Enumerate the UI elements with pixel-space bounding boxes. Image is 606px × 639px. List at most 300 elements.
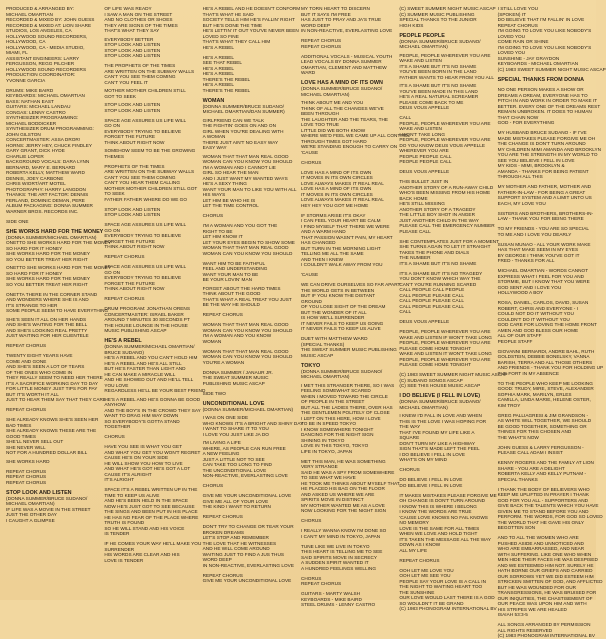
lyric-line: I'M GOING TO LOVE YOU LIKE NOBODY'S — [497, 44, 592, 50]
lyric-line: SO HE WILL STAND AND HIS VOICE — [104, 525, 185, 531]
lyric-line: GOLDSTEIN, DEBBIE BONELSKY, VANNA — [497, 354, 590, 360]
lyric-line: IN NON-REACTIVE, EVERLASTING LOVE — [202, 562, 294, 568]
lyric-line: FATHER WANTS TO HEAR FROM YOU ALL — [399, 74, 494, 80]
lyric-line: STRICKEN SMITTEN OF GOD, AND AFFLICTED — [497, 579, 603, 585]
lyric-line: GIVE ME YOUR UNCONDITIONAL LOVE — [202, 493, 292, 499]
text-block — [104, 222, 196, 250]
lyric-line: BEEN THROUGH — [300, 111, 339, 117]
lyric-line: REPEAT CHORUS — [6, 407, 47, 413]
lyric-line: CHORUS — [300, 159, 322, 165]
lyric-line: ALBUM PACKAGING: DONNA SUMMER — [6, 203, 93, 208]
lyrics-column-1 — [6, 6, 111, 596]
text-block — [301, 54, 393, 76]
lyric-line: BERNARD, MARY E. BERNARD — [6, 164, 76, 170]
lyric-line: GIVEN ME TO STAND BEFORE YOU AND — [497, 508, 589, 514]
text-block — [399, 179, 495, 234]
lyric-line: MEN HIDE THEIR FACES HE WAS DESPISED — [497, 557, 598, 563]
lyric-line: 'CAUSE — [300, 272, 319, 278]
lyric-line: VERY STRANGE — [300, 464, 338, 470]
lyric-line: SPACE IT'S A REBEL WRITTEN UP IN THE — [104, 487, 198, 493]
lyric-line: KENNY ROGERS AND THE FAMILY AT LION — [497, 460, 594, 466]
lyric-line: ONETTO SHE WORKS HARD FOR THE MONEY — [6, 265, 111, 271]
lyric-line: DON'T TRY TO CHANGE OR TEAR YOUR — [202, 524, 294, 530]
lyric-line: OMARTIAN, CLEMENT AND MATTHEW — [300, 64, 387, 70]
lyric-line: LET THE TIME CONTROL — [202, 203, 259, 209]
lyric-line: STORMIE, BUT I KNOW THAT YOU WERE — [497, 279, 590, 285]
lyric-line: CALL PEOPLE PLEASE CALL — [399, 303, 464, 309]
lyric-line: PEOPLE STAFF — [497, 338, 533, 344]
lyric-line: I DO BELIEVE I FELL IN LOVE — [399, 451, 466, 457]
lyric-line: WOMAN THAT THAT MAN REAL GOOD — [202, 245, 289, 251]
lyric-line: HE'S A REBEL — [202, 44, 235, 50]
lyric-line: HAVE YOU SEE IS WHAT YOU GET — [104, 444, 183, 450]
lyric-line: FORGET THE FUTURE — [104, 280, 156, 286]
lyric-line: DO BELIEVE I FELL IN LOVE — [399, 482, 463, 488]
lyric-line: BASS: NATHAN EAST — [6, 98, 54, 104]
lyric-line: COME AND GONE — [6, 358, 47, 364]
lyric-line: FATHER-IN-LAW - FOR BEING A GREAT — [497, 189, 586, 195]
lyric-line: DRUM PROGRAM: JONATHAN ORENS — [104, 306, 190, 311]
lyric-line: DRUMS: MIKE BAIRD — [6, 87, 54, 93]
text-block — [399, 477, 491, 488]
lyric-line: SHE'LL NEVER SELL OUT — [6, 439, 64, 445]
lyric-line: MUSIC PUBLISHING ASCAP — [104, 328, 167, 333]
lyric-line: HAS CHANGED — [300, 240, 336, 246]
lyric-line: HOLLYWOOD SOUND RECORDERS, — [6, 33, 88, 39]
text-block — [203, 514, 295, 520]
lyric-line: TRANSGRESSIONS, HE WAS BRUISED FOR — [497, 590, 597, 596]
text-block — [301, 6, 393, 34]
lyric-line: WOMAN CAN YOU KNOW YOU SHOULD — [202, 250, 293, 256]
lyric-line: AROUND 7 MINUTES 30 SECONDS PT — [104, 317, 190, 322]
lyric-line: HOLLYWOOD A BOY — [497, 290, 544, 296]
lyric-line: RECORDED & MIXED BY: JOHN GUESS — [6, 17, 95, 22]
lyric-line: TAKES THE PHONE AND DIALS — [399, 249, 470, 255]
lyric-line: ONETTA THERE IN THE CORNER STAND — [6, 291, 98, 297]
lyric-line: HIS WORDS ARE CLEAR AND HIS — [104, 552, 180, 558]
text-block — [399, 115, 491, 165]
lyric-line: TO SEEK — [104, 191, 125, 196]
lyric-line: (DONNA SUMMER/BRUCE SUDANO/ — [300, 86, 383, 92]
lyric-line: CHORUS — [202, 483, 224, 489]
lyric-line: I CAUGHT A GLIMPSE — [6, 517, 55, 523]
lyric-line: LITTLE DID WE BOTH KNOW — [300, 127, 366, 133]
lyric-line: PLEASE COME HOME TONIGHT — [399, 362, 471, 368]
lyric-line: REPEAT CHORUS — [6, 468, 47, 474]
lyric-line: OF PEOPLE IN THE STREET — [300, 399, 365, 405]
lyric-line: FRED - THANKS FOR ALL — [497, 258, 555, 264]
lyric-line: PEOPLE, PEOPLE WHEREVER YOU ARE — [399, 329, 491, 335]
lyric-line: JUST WAITING FOR HER CLIENTELE — [6, 333, 89, 339]
lyric-line: 'CAUSE — [300, 149, 319, 155]
lyric-line: IT MOVES IN ITS OWN CIRCLES — [300, 191, 373, 197]
lyric-line: STOP LOOK AND LISTEN — [104, 107, 161, 113]
lyric-line: I MET THIS STRANGER THERE, SO I WAS — [300, 382, 395, 388]
lyric-line: WHERE WE'D FEEL WE CAME UP ALL CONTROL — [300, 133, 411, 139]
lyric-line: I CAN FEEL YOUR HEART BE CALM — [300, 218, 381, 224]
lyric-line: WOMAN THAT THAT MAN REAL GOOD — [202, 322, 289, 328]
lyric-line: THE PROPHETS OF THE TIMES — [104, 63, 176, 68]
lyric-line: BE GOOD TOGETHER, SOMETHING OR — [497, 423, 587, 429]
lyric-line: IT'S A SHAME BUT IT'S NO SHAME — [399, 260, 477, 266]
lyric-line: PEOPLE, PEOPLE WHEREVER YOU ARE — [399, 120, 491, 126]
lyric-line: WANT HIM TO BE FAITHFUL — [202, 260, 266, 266]
lyric-line: HOLLYWOOD SOUND RECORDERS — [6, 66, 87, 72]
lyric-line: SQUARE — [399, 435, 420, 441]
lyric-line: TO SEE WHAT WE HAVE — [300, 475, 356, 481]
lyric-line: THINK ABOUT RIGHT NOW — [104, 244, 165, 249]
lyric-line: DUET WITH MATTHEW WARD — [300, 336, 368, 342]
lyric-line: IT'S A SHAME BUT IT'S NO SHAME — [399, 83, 477, 89]
lyric-line: ONETTO SHE WORKS HARD FOR THE MONEY — [6, 240, 111, 246]
text-block — [301, 544, 393, 572]
text-block — [497, 622, 595, 639]
text-block — [399, 567, 497, 612]
song-block — [104, 338, 206, 430]
lyric-line: DONNA SUMMER / JANAUR JR. — [202, 369, 273, 375]
text-block — [399, 372, 508, 389]
lyric-line: TIME TO KEEP US ALIVE — [104, 492, 160, 498]
lyric-line: I'M A WOMAN AND YOU KNOW — [202, 333, 272, 339]
lyric-line: AMANDA - THANKS FOR BEING PATIENT — [497, 168, 589, 174]
lyric-line: GO ON — [104, 123, 121, 128]
lyric-line: ARE WRITTEN ON THE SUBWAY WALLS — [104, 68, 195, 74]
lyric-line: THE LITTLE BOY SHOT IN ANGER — [399, 212, 475, 218]
lyric-line: REPEAT CHORUS — [300, 581, 342, 587]
lyric-line: CAN TAKE TOO LONG TO FIND — [202, 462, 272, 468]
lyric-line: (C) 1983 SWEET SUMMER NIGHT MUSIC ASCAP — [399, 372, 508, 378]
lyric-line: GIRLFRIEND CAN WE TALK — [202, 117, 265, 123]
lyric-line: ARE WRITTEN ON THE SUBWAY WALLS — [104, 169, 195, 174]
lyric-line: BETTER. EVERY ONE OF THE DREAMS REST — [497, 103, 601, 109]
lyric-line: ISAIAH 53:3-5 — [497, 612, 528, 618]
lyric-line: SISTERS AND BROTHERS, BROTHERS-IN- — [497, 210, 594, 216]
lyric-line: REPEAT CHORUS — [202, 514, 243, 520]
lyrics-column-6 — [497, 6, 606, 639]
lyric-line: BROKEN DREAMS — [202, 529, 245, 535]
lyric-line: PERFORM. THE WORDS, FOR GOD SO LOVED — [497, 514, 603, 520]
text-block — [203, 483, 295, 489]
lyric-line: IF LIFE WAS A MOVIE IN THE STREET — [6, 506, 91, 512]
lyric-line: IS TENDER — [104, 531, 130, 537]
lyric-line: GIRL SO HEAR THE MAN — [202, 170, 259, 176]
lyric-line: STUDIOS, LOS ANGELES, CA — [6, 28, 72, 33]
text-block — [6, 343, 98, 349]
text-block — [301, 591, 393, 608]
lyric-line: WHAT'S ON MY MIND — [399, 457, 447, 463]
text-block — [104, 118, 196, 160]
lyric-line: ALL MY LIFE — [399, 547, 428, 553]
text-block — [301, 576, 393, 587]
text-block — [301, 38, 393, 49]
text-block — [399, 492, 497, 554]
lyric-line: FEEL AND UNDERSTANDING — [202, 266, 268, 272]
lyric-line: IT'S ALRIGHT — [104, 477, 135, 483]
lyric-line: ALL OF OUR STAFF — [497, 333, 542, 339]
lyric-line: AND WHAT YOU GET YOU WON'T REGRET — [104, 449, 201, 455]
lyric-line: MET THIS MAN, HE WAS SOMETHING — [300, 458, 386, 464]
lyric-line: (C) 1983 PHONOGRAM INTERNATIONAL BV — [497, 633, 595, 639]
text-block — [104, 487, 199, 537]
lyric-line: THINK OF ALL THE CHANGES WE'VE — [300, 105, 384, 111]
lyric-line: GOD SENT AND I LOVE YOU — [497, 284, 562, 290]
lyric-line: EVERYBODY BETTER — [104, 36, 154, 42]
lyric-line: MIAMI, FL — [6, 50, 28, 55]
lyric-line: CAUSE IT'S ALRIGHT — [104, 471, 152, 477]
lyric-line: REPEAT CHORUS — [300, 38, 342, 43]
lyric-line: BUT HE'S FASTER THAN LIGHT AND — [104, 366, 186, 372]
lyric-line: RIGHT TO BE — [202, 228, 233, 234]
text-block — [104, 63, 196, 113]
lyric-line: IT'S STRANGE TO HER — [6, 302, 58, 308]
lyric-line: DOWN AS I KNOW — [399, 542, 441, 548]
lyric-line: ANOTHER STORY OF A TRAGEDY — [399, 206, 476, 212]
lyric-line: REPEAT CHORUS — [6, 474, 47, 480]
lyric-line: BY GEORGE I THINK YOU'VE GOT IT — [497, 252, 580, 258]
lyric-line: SO YOU BETTER TREAT HER RIGHT — [6, 281, 88, 287]
lyric-line: I COULDN'T WALK AWAY FROM YOU — [300, 262, 383, 268]
text-block — [6, 353, 107, 403]
lyric-line: GARY GRANT, DICK HYDE — [6, 148, 65, 153]
lyric-line: BUT ALL THE LADIES THERE, OVER HAS — [300, 404, 393, 410]
lyric-line: CHORUS — [104, 434, 125, 440]
lyric-line: THE SINGS AND BEEN PUT IN HIS PLACE — [104, 509, 198, 515]
lyric-line: WE'RE STANDING ENOUGH TO CARRY ON — [300, 144, 398, 150]
lyric-line: IN NON-REACTIVE, EVERLASTING LOVE — [300, 28, 393, 33]
lyric-line: AND SHE'S LOOKING REAL PRETTY — [6, 327, 88, 333]
lyric-line: OUR INIQUITIES, THE CHASTISEMENT OF — [497, 595, 593, 601]
text-block — [203, 312, 295, 318]
text-block — [498, 242, 590, 264]
lyric-line: OH CHANGE IS DON'T TURN AROUND — [399, 498, 486, 504]
lyric-line: I FIND MYSELF THAT THERE WE WERE — [300, 223, 390, 229]
lyric-line: I KNOW THE WORDS ARE TRUE — [399, 509, 472, 515]
lyric-line: GIVE ME YOUR UNCONDITIONAL LOVE — [202, 578, 292, 584]
lyric-line: FATHER FATHER WHERE DO WE GO — [104, 196, 188, 202]
lyric-line: KEYBOARDS - MICHAEL OMARTIAN — [497, 61, 579, 66]
text-block — [6, 291, 109, 339]
lyric-line: AND THEN I KNEW — [300, 256, 344, 262]
lyric-line: HATH BORNE OUR GRIEFS AND CARRIED — [497, 568, 593, 574]
lyric-line: I KNOW THIS IS WHERE I BELONG — [399, 503, 477, 509]
lyric-line: (DONNA SUMMER/MICHAEL OMARTIAN) — [6, 234, 97, 240]
lyric-line: FORGET THE FUTURE — [104, 134, 156, 139]
lyric-line: NO MEMORY — [399, 520, 429, 526]
lyric-line: AND HE'S BEEN HELD IN THE SPACE — [104, 498, 188, 504]
lyric-line: AND SHE'S WAITING FOR THE BELL — [6, 322, 88, 328]
lyric-line: 'CAUSE LOVE KNOWS NO FAIL KNOWS — [399, 514, 488, 520]
lyric-line: GIVE BACK THE TALENTS WHICH YOU HAVE — [497, 503, 599, 509]
lyrics-column-5 — [399, 6, 508, 612]
lyric-line: WANT TO DRAG HIM WAY DOWN — [104, 413, 179, 419]
text-block — [203, 213, 295, 219]
lyric-line: YOU'VE BEEN MADE IN THIS LAND — [399, 88, 478, 94]
lyric-line: GOOD: TRUDY, MIRE, STEVE, ALEXANDER — [497, 386, 594, 392]
lyric-line: THANKS: THE ART FACTOR: DENNIS — [6, 192, 89, 197]
lyric-line: COME RAIN OR SHINE — [497, 39, 549, 44]
lyric-line: THINK ABOUT THE GOOD — [202, 291, 261, 297]
lyric-line: HE PLACED HIS BAG ON THE FLOOR — [300, 486, 385, 492]
lyric-line: THE LOVE THAT HE WITNESSES — [202, 540, 277, 546]
lyric-line: SOCIETY TELLS HIM HE'S FALLIN' RIGHT — [202, 17, 295, 22]
lyric-line: TOGETHER — [104, 424, 131, 430]
text-block — [104, 264, 196, 292]
text-block — [497, 348, 604, 377]
lyric-line: IT'S A SHAME BUT IT'S NO TRAGEDY — [399, 270, 483, 276]
lyric-line: GO ON — [104, 227, 121, 233]
lyric-line: JUST THE OTHER DAY — [6, 512, 57, 518]
lyric-line: OF YOU LOSE SIGHT OF THE DREAM — [300, 304, 386, 310]
lyric-line: BARISH, TERRA AND ALL THOSE OTHERS — [497, 359, 593, 365]
lyric-line: THAT'S WHAT THEY SAY — [104, 28, 160, 33]
lyric-line: DON'T TURN MY LIKE A HIGHWAY — [399, 440, 475, 446]
lyric-line: STOP LOOK AND LISTEN — [104, 47, 161, 53]
lyric-line: SIDE TWO — [202, 390, 226, 396]
song-title: WOMAN — [202, 97, 225, 104]
lyric-line: CAN'T YOU'RE RUNNING SCARED — [399, 281, 477, 287]
lyric-line: BUT TURN IN THE MORNING LIGHT — [300, 245, 381, 251]
lyric-line: SYNTHESIZER PROGRAMMING: — [6, 115, 79, 120]
lyric-line: SO YOU BETTER TREAT HER RIGHT — [6, 256, 88, 262]
text-block — [203, 493, 295, 510]
lyric-line: STOP LOOK AND LISTEN — [104, 42, 161, 47]
lyric-line: I KNEW I'D FALL IN LOVE AND WHEN — [399, 413, 482, 419]
lyric-line: SOPHIA MARK, MARILYN, ERLES — [497, 391, 572, 397]
lyric-line: HE'S A REBEL — [202, 65, 235, 71]
lyric-line: THE SWEAT SUMMER MUSIC — [202, 375, 269, 381]
lyric-line: PEOPLE, PEOPLE WHEREVER YOU ARE — [399, 52, 491, 58]
lyric-line: DEUS VOUS APPELLE — [399, 169, 450, 175]
text-block — [497, 87, 601, 126]
lyric-line: I CAN'T MY MIND IN TOKYO, JAPAN — [300, 533, 381, 539]
lyric-line: (DONNA SUMMER/BRUCE SUDANO/ — [300, 368, 383, 374]
lyric-line: REPEAT CHORUS — [104, 296, 145, 301]
text-block — [498, 268, 590, 296]
lyric-line: SUSAN MUNAO - ALL YOUR WORK MAKE — [497, 241, 591, 247]
song-block — [6, 490, 98, 524]
text-block — [104, 306, 196, 334]
lyric-line: TUNE LIKE WE LIVE IN TOKYO — [300, 543, 370, 549]
lyric-line: HE TOOK ME THINKS ABOUT MYSELF THAT — [300, 480, 400, 486]
lyric-line: ROBERT, CHRIS AND EVERYONE - I — [497, 305, 579, 311]
lyric-line: I WON'T TAKE LONG — [399, 131, 446, 137]
lyric-line: LOVE IS THE SAME FOR ALL TIMES — [399, 525, 480, 531]
lyric-line: IT NEVER FAILS TO KEEP US GOING — [300, 320, 384, 326]
lyric-line: TRUTH IS FOUND — [104, 520, 145, 526]
lyric-line: AND NO CLOTHES OR SHOES — [104, 17, 173, 22]
lyric-line: HOLLYWOOD, CA — [6, 39, 46, 44]
lyric-line: SEE YOU BELIEVE I FELL IN LOVE — [497, 157, 575, 163]
text-block — [497, 486, 603, 531]
text-block — [497, 210, 594, 222]
lyric-line: A HUNDRED FEELINGS WELLING — [300, 565, 376, 571]
lyric-line: AND A WARM HAND — [300, 229, 346, 235]
lyric-line: WORD DEEP — [300, 22, 331, 28]
lyric-line: STOP LOOK AND LISTEN — [104, 102, 161, 107]
lyric-line: TWENTY EIGHT YEARS HAVE — [6, 353, 73, 359]
lyric-line: REPEAT CHORUS — [202, 572, 243, 578]
lyric-line: LET HIM BE WHO HE IS — [202, 197, 256, 203]
lyric-line: OUR SORROWS YET WE DID ESTEEM HIM — [497, 573, 594, 579]
lyric-line: WAKE AND LISTEN IT WON'T TAKE LONG — [399, 351, 492, 357]
lyric-line: SPACE AGE ASSURES US LIFE WILL — [104, 117, 187, 123]
text-block — [399, 329, 491, 368]
lyric-line: WHO KNOWS IT'S A BRIGHT AND SHINY DAY — [202, 420, 304, 426]
lyric-line: (C) SUDANO SONGS ASCAP — [399, 377, 463, 383]
lyric-line: I WAS ON ONE SIDE — [202, 415, 249, 421]
lyric-line: HIGH KIDS — [399, 22, 424, 28]
lyric-line: THAT I'VE FOUND MY LIFE LIKE A — [399, 429, 475, 435]
lyric-line: GROUND — [300, 298, 322, 304]
lyric-line: LET'S STOP AND REMEMBER — [202, 535, 269, 541]
lyric-line: I'M A WOMAN AND I CANNOT LIE — [202, 164, 276, 170]
text-block — [203, 261, 295, 308]
text-block — [498, 77, 590, 83]
lyric-line: I KNOW SOMEWHERE TONIGHT — [300, 426, 374, 432]
lyric-line: HE'S STILL MISSING — [399, 201, 445, 207]
lyric-line: LOVE HAS A MIND OF ITS OWN — [300, 169, 372, 175]
lyric-line: SHE NEVER WILL — [6, 444, 46, 450]
lyric-line: AND FRIENDS - THANK YOU FOR HOLDING UP — [497, 365, 604, 371]
lyric-line: PHOTOGRAPHY: HARRY LANGDON — [6, 186, 86, 192]
text-block — [203, 349, 295, 366]
lyric-line: SAID HE WAS A SPY FROM SOMEWHERE — [300, 469, 395, 475]
lyrics-column-3 — [202, 6, 304, 596]
lyric-line: LOVED YOU — [497, 50, 526, 55]
lyric-line: SOME PEOPLE SEEM TO HAVE EVERYTHING — [6, 308, 109, 314]
text-block — [498, 413, 590, 441]
lyric-line: CHORUS — [399, 467, 420, 473]
lyric-line: SHE'S SEEN IT ALL ON HER HANDS — [6, 316, 87, 322]
lyric-line: (C) 1983 PHONOGRAM INTERNATIONAL BV — [399, 606, 497, 612]
lyric-line: ALL RIGHTS RESERVED — [497, 627, 553, 633]
lyric-line: FERGUSSON, REGG PILCHER — [6, 61, 75, 66]
lyric-line: IT MOVES IN ITS OWN CIRCLES — [300, 175, 373, 181]
lyric-line: OOH LET ME SEE YOU — [399, 573, 451, 579]
text-block — [301, 528, 393, 539]
lyric-line: PLEASE COME BACK TO ME — [399, 99, 464, 105]
lyric-line: I WANT TO SHARE IT TO YOU — [202, 426, 269, 432]
lyric-line: WHO ARE EMBARRASSED, AND NEAR — [497, 546, 585, 552]
lyric-line: MOTHER MOTHER CHILDREN STILL GOT — [104, 185, 198, 191]
lyric-line: THE CHANGE IS DON'T TURN AROUND — [497, 141, 586, 147]
lyric-line: IT'S TAKEN THE MESSAGE ALL THE WAY — [399, 536, 492, 542]
text-block — [399, 6, 496, 28]
text-block — [104, 541, 202, 563]
lyric-line: CAN'T YOU FEEL IT — [104, 79, 148, 85]
lyric-line: CAN'T YOU SEE THEM COMING — [104, 74, 176, 79]
lyric-line: WOMAN THAT THAT MAN REAL GOOD — [202, 153, 289, 159]
song-title: LOVE HAS A MIND OF ITS OWN — [300, 80, 383, 86]
song-title: UNCONDITIONAL LOVE — [202, 400, 265, 407]
lyric-line: TO ME AND I LOVE YOU DEARLY — [497, 231, 572, 237]
lyric-line: GIVE ME ALL OF YOUR LOVE — [202, 498, 269, 504]
lyric-line: AND HE SHOWED OUT AND HE'LL TELL — [104, 377, 194, 383]
lyric-line: BUT HE WAS WOUNDED FOR OUR — [497, 584, 577, 590]
lyric-line: THAT'S WHAT A REAL TREAT YOU JUST — [202, 296, 292, 302]
lyric-line: LOVE ALWAYS MAKES IT REAL REAL — [300, 180, 384, 186]
lyric-line: YVONNE GARCIA — [6, 77, 46, 83]
lyric-line: JOHN GUESS & LARRY FERGUSSON - — [497, 444, 584, 450]
lyric-line: REPEAT CHORUS — [6, 479, 47, 485]
lyric-line: HE'S A REBEL — [202, 82, 235, 87]
text-block — [300, 336, 397, 358]
lyric-line: IT'S A SACRIFICE WORKING DAY TO DAY — [6, 380, 99, 386]
lyric-line: A NEW FEELING — [202, 451, 240, 457]
lyric-line: BUT IT'S WORTH IT ALL — [6, 391, 59, 397]
lyric-line: PRODUCED & ARRANGED BY: — [6, 6, 74, 11]
lyric-line: GREG PALLIAGRESI & JIM GRANDSON - — [497, 412, 589, 418]
